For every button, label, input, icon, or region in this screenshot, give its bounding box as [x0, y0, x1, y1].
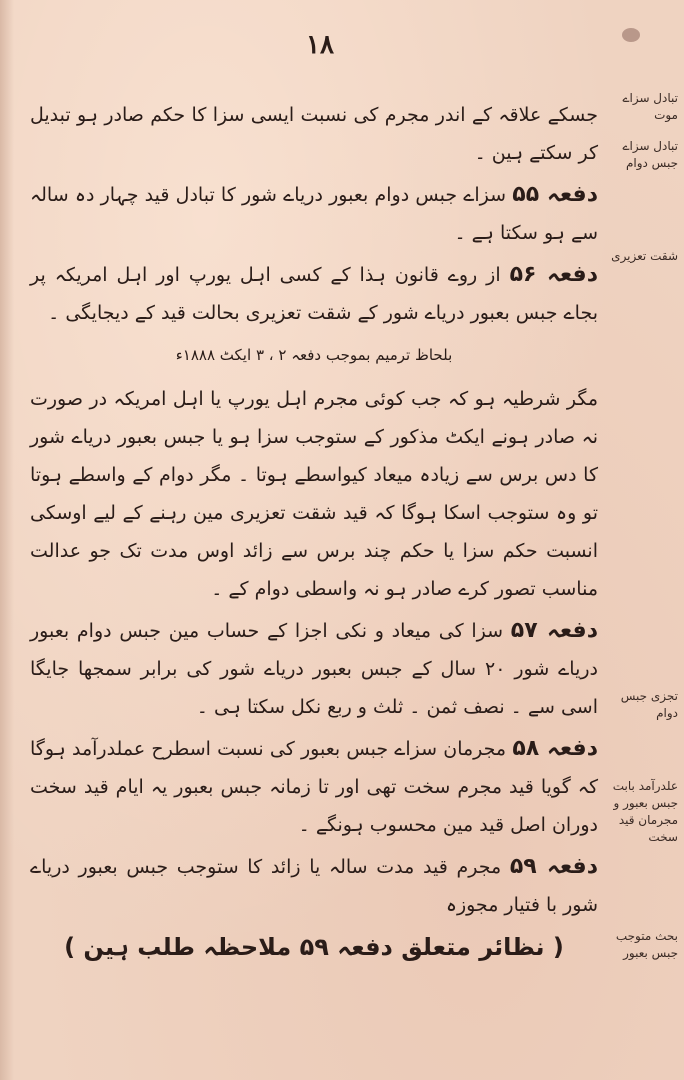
- paragraph-text: ( نظائر متعلق دفعہ ۵۹ ملاحظہ طلب ہین ): [64, 933, 564, 961]
- document-body: [30, 96, 598, 970]
- margin-note: شقت تعزیری: [611, 249, 678, 263]
- paragraph-text: سزاے جبس دوام بعبور دریاے شور کا تبادل قید چہار دہ سالہ سے ہو سکتا ہے ۔: [30, 184, 598, 244]
- paragraph-text: مجرم قید مدت سالہ یا زائد کا ستوجب جبس بعبور دریاے شور با فتیار مجوزہ: [30, 856, 598, 916]
- section-58: [30, 730, 598, 844]
- paragraph-text: بلحاظ ترمیم بموجب دفعہ ۲ ، ۳ ایکٹ ۱۸۸۸ء: [175, 346, 453, 364]
- precedents-note: [30, 928, 598, 966]
- paragraph-text: مجرمان سزاے جبس بعبور کی نسبت اسطرح عملدرآمد ہوگا کہ گویا قید مجرم سخت تھی اور تا زمانہ جبس بعبور یہ ایام قید سخت دوران اصل قید مین محسوب ہونگے ۔: [30, 738, 598, 836]
- section-label: دفعہ ۵۵: [512, 182, 598, 207]
- section-label: دفعہ ۵۸: [512, 736, 598, 761]
- section-59: [30, 848, 598, 924]
- amendment-note: [30, 336, 598, 374]
- paragraph: [30, 96, 598, 172]
- paragraph-text: مگر شرطیہ ہو کہ جب کوئی مجرم اہل یورپ یا اہل امریکہ در صورت نہ صادر ہونے ایکٹ مذکور کے ستوجب سزا ہو یا جبس بعبور دریاے شور کا دس برس سے زیادہ میعاد کیواسطے ہوتا ۔ مگر دوام کے واسطے ہوتا تو وہ ستوجب اسکا ہوگا کہ قید شقت تعزیری مین رہنے کے لیے اوسکی انسبت حکم سزا یا حکم چند برس سے زائد اوس مدت تک جو عدالت مناسب تصور کرے صادر ہو نہ واسطی دوام کے ۔: [30, 388, 598, 600]
- page-edge-shadow: [0, 0, 14, 1080]
- page-number: ۱۸: [306, 30, 334, 60]
- paragraph-text: از روے قانون ہذا کے کسی اہل یورپ اور اہل امریکہ پر بجاے جبس بعبور دریاے شور کے شقت تعزیری بحالت قید کے دیجایگی ۔: [30, 264, 598, 324]
- margin-note: علدرآمد بابت جبس بعبور و مجرمان قید سخت: [612, 779, 678, 844]
- section-56: [30, 256, 598, 332]
- section-55: [30, 176, 598, 252]
- margin-note: تجزی جبس دوام: [620, 689, 678, 720]
- section-label: دفعہ ۵۷: [510, 618, 598, 643]
- margin-notes: [600, 90, 680, 1050]
- proviso-paragraph: [30, 380, 598, 608]
- margin-note: تبادل سزاے موت: [622, 91, 678, 122]
- section-label: دفعہ ۵۹: [509, 854, 599, 879]
- margin-note: بحث متوجب جبس بعبور: [615, 929, 678, 960]
- ink-stain: [622, 28, 640, 42]
- section-57: [30, 612, 598, 726]
- margin-note: تبادل سزاے جبس دوام: [622, 139, 678, 170]
- section-label: دفعہ ۵۶: [509, 262, 599, 287]
- paragraph-text: جسکے علاقہ کے اندر مجرم کی نسبت ایسی سزا کا حکم صادر ہو تبدیل کر سکتے ہین ۔: [30, 104, 598, 164]
- paragraph-text: سزا کی میعاد و نکی اجزا کے حساب مین جبس دوام بعبور دریاے شور ۲۰ سال کے جبس بعبور دریاے شور کی برابر سمجھا جایگا اسی سے ۔ نصف ثمن ۔ ثلث و ربع نکل سکتا ہی ۔: [30, 620, 599, 718]
